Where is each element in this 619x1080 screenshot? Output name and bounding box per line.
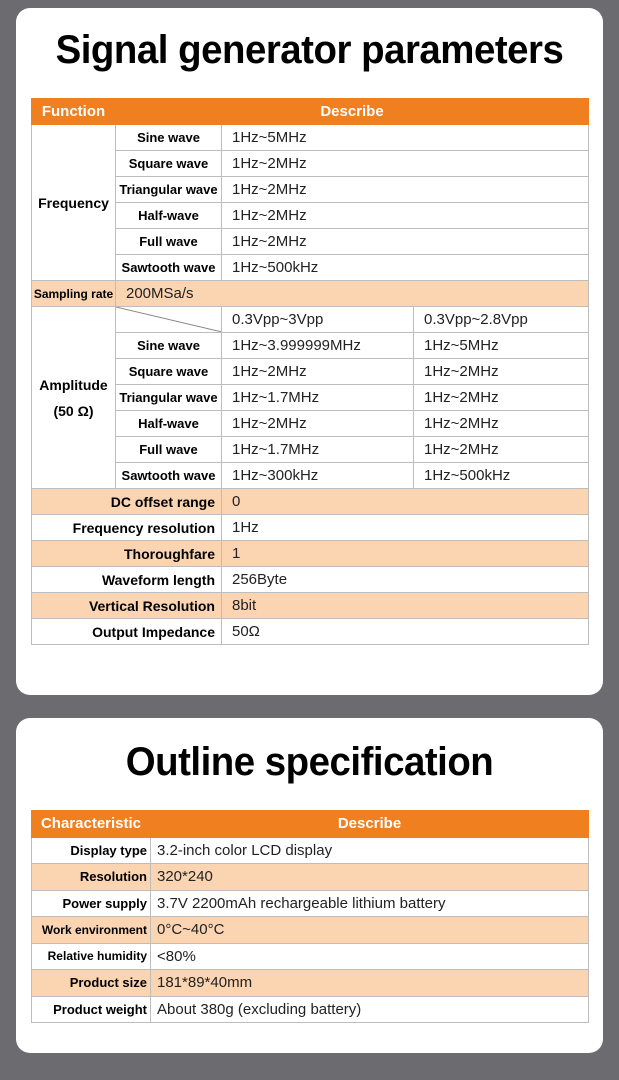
table-row (32, 463, 589, 489)
wave-label: Triangular wave (116, 385, 222, 411)
amplitude-label (32, 307, 116, 489)
wave-label: Triangular wave (116, 177, 222, 203)
table-row (32, 943, 589, 970)
value-cell: 1Hz~3.999999MHz (222, 333, 414, 359)
table-row (32, 837, 589, 864)
table-row (32, 281, 589, 307)
table-row (32, 515, 589, 541)
table-row (32, 593, 589, 619)
diagonal-cell (116, 307, 222, 333)
table-row (32, 970, 589, 997)
misc-label: Thoroughfare (32, 541, 222, 567)
table-header (32, 811, 589, 838)
table-row (32, 489, 589, 515)
table-row (32, 864, 589, 891)
table-row (32, 541, 589, 567)
misc-value: 1 (222, 541, 589, 567)
signal-generator-card (16, 8, 603, 695)
section-title: Outline specification (125, 740, 494, 784)
spec-label: Resolution (32, 864, 151, 891)
table-row (32, 890, 589, 917)
table-row (32, 125, 589, 151)
spec-value: About 380g (excluding battery) (151, 996, 589, 1023)
spec-value: <80% (151, 943, 589, 970)
misc-value: 0 (222, 489, 589, 515)
table-row (32, 567, 589, 593)
spec-label: Display type (32, 837, 151, 864)
value-cell: 1Hz~2MHz (222, 411, 414, 437)
signal-generator-table (31, 98, 589, 645)
wave-label: Square wave (116, 359, 222, 385)
value-cell: 1Hz~1.7MHz (222, 385, 414, 411)
amplitude-label-line1: Amplitude (39, 376, 108, 393)
value-cell: 1Hz~500kHz (414, 463, 589, 489)
misc-value: 50Ω (222, 619, 589, 645)
table-row (32, 411, 589, 437)
spec-label: Power supply (32, 890, 151, 917)
amplitude-label-line2: (50 Ω) (53, 402, 94, 419)
value-cell: 1Hz~1.7MHz (222, 437, 414, 463)
amplitude-col1-header: 0.3Vpp~3Vpp (222, 307, 414, 333)
table-row (32, 359, 589, 385)
table-row (32, 177, 589, 203)
table-row (32, 619, 589, 645)
wave-label: Half-wave (116, 411, 222, 437)
table-row (32, 437, 589, 463)
misc-label: Waveform length (32, 567, 222, 593)
table-row (32, 229, 589, 255)
wave-label: Sine wave (116, 125, 222, 151)
spec-label: Product weight (32, 996, 151, 1023)
value-cell: 1Hz~2MHz (222, 229, 589, 255)
spec-value: 181*89*40mm (151, 970, 589, 997)
frequency-label: Frequency (32, 125, 116, 281)
table-header (32, 99, 589, 125)
header-describe: Describe (116, 99, 589, 125)
wave-label: Sine wave (116, 333, 222, 359)
wave-label: Full wave (116, 229, 222, 255)
value-cell: 1Hz~2MHz (414, 411, 589, 437)
table-row (32, 307, 589, 333)
spec-label: Product size (32, 970, 151, 997)
value-cell: 1Hz~2MHz (414, 385, 589, 411)
table-row (32, 333, 589, 359)
outline-specification-table (31, 810, 589, 1023)
value-cell: 1Hz~2MHz (414, 437, 589, 463)
misc-label: Vertical Resolution (32, 593, 222, 619)
value-cell: 1Hz~5MHz (222, 125, 589, 151)
spec-value: 3.2-inch color LCD display (151, 837, 589, 864)
wave-label: Sawtooth wave (116, 463, 222, 489)
section-title: Signal generator parameters (55, 28, 564, 72)
sampling-rate-label: Sampling rate (32, 281, 116, 307)
misc-label: Output Impedance (32, 619, 222, 645)
table-row (32, 151, 589, 177)
table-row (32, 385, 589, 411)
value-cell: 1Hz~500kHz (222, 255, 589, 281)
value-cell: 1Hz~2MHz (222, 177, 589, 203)
spec-label: Work environment (32, 917, 151, 944)
value-cell: 1Hz~2MHz (222, 203, 589, 229)
misc-value: 8bit (222, 593, 589, 619)
spec-value: 3.7V 2200mAh rechargeable lithium battery (151, 890, 589, 917)
wave-label: Full wave (116, 437, 222, 463)
value-cell: 1Hz~5MHz (414, 333, 589, 359)
table-row (32, 255, 589, 281)
wave-label: Sawtooth wave (116, 255, 222, 281)
wave-label: Half-wave (116, 203, 222, 229)
spec-value: 320*240 (151, 864, 589, 891)
amplitude-col2-header: 0.3Vpp~2.8Vpp (414, 307, 589, 333)
spec-value: 0°C~40°C (151, 917, 589, 944)
outline-specification-card (16, 718, 603, 1053)
header-function: Function (32, 99, 116, 125)
header-characteristic: Characteristic (32, 811, 151, 838)
value-cell: 1Hz~2MHz (222, 359, 414, 385)
misc-value: 256Byte (222, 567, 589, 593)
table-row (32, 917, 589, 944)
diagonal-line (116, 307, 222, 332)
table-row (32, 203, 589, 229)
value-cell: 1Hz~300kHz (222, 463, 414, 489)
value-cell: 1Hz~2MHz (414, 359, 589, 385)
misc-label: Frequency resolution (32, 515, 222, 541)
sampling-rate-value: 200MSa/s (116, 281, 589, 307)
value-cell: 1Hz~2MHz (222, 151, 589, 177)
spec-label: Relative humidity (32, 943, 151, 970)
misc-value: 1Hz (222, 515, 589, 541)
table-row (32, 996, 589, 1023)
wave-label: Square wave (116, 151, 222, 177)
header-describe: Describe (151, 811, 589, 838)
misc-label: DC offset range (32, 489, 222, 515)
